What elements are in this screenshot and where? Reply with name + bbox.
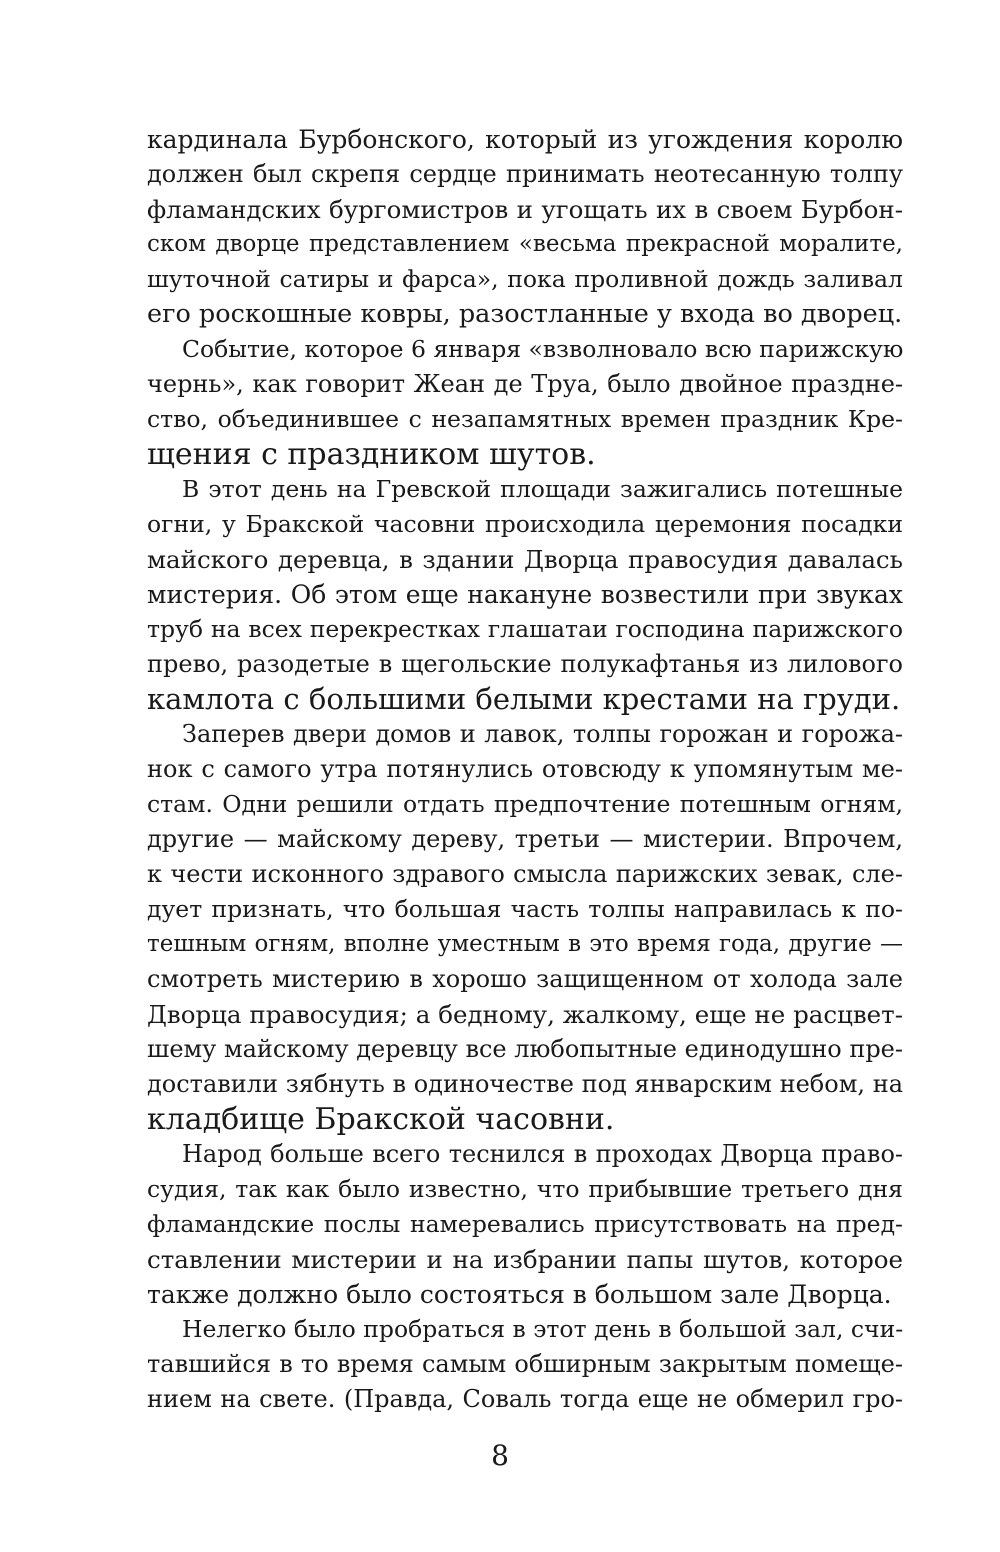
text-line: камлота с большими белыми крестами на груди. [147, 682, 901, 716]
page-number: 8 [491, 1439, 509, 1472]
text-line: шуточной сатиры и фарса», пока проливной дождь заливал [147, 265, 903, 293]
text-line: мистерия. Об этом еще накануне возвестили при звуках [147, 580, 903, 609]
text-line: нием на свете. (Правда, Соваль тогда еще не обмерил гро- [147, 1385, 903, 1413]
text-line: огни, у Бракской часовни происходила церемония посадки [147, 510, 903, 538]
text-line: тешным огням, вполне уместным в это время года, другие — [147, 931, 903, 957]
text-line: чернь», как говорит Жеан де Труа, было двойное праздне- [147, 370, 903, 398]
text-line: дует признать, что большая часть толпы направилась к по- [147, 895, 903, 923]
text-line: должен был скрепя сердце принимать неотесанную толпу [147, 160, 903, 188]
text-line: В этот день на Гревской площади зажигались потешные [182, 475, 903, 503]
text-line: фламандских бургомистров и угощать их в своем Бурбон- [147, 195, 903, 224]
text-line: ставлении мистерии и на избрании папы шутов, которое [147, 1245, 903, 1274]
text-line: судия, так как было известно, что прибывшие третьего дня [147, 1175, 903, 1203]
text-line: смотреть мистерию в хорошо защищенном от холода зале [147, 965, 903, 993]
text-line: тавшийся в то время самым обширным закрытым помеще- [147, 1350, 903, 1378]
text-line: к чести исконного здравого смысла парижских зевак, сле- [147, 860, 903, 888]
text-line: щения с праздником шутов. [147, 437, 596, 472]
text-line: прево, разодетые в щегольские полукафтанья из лилового [147, 650, 903, 678]
text-line: кардинала Бурбонского, который из угождения королю [147, 125, 903, 154]
text-line: Народ больше всего теснился в проходах Дворца право- [182, 1140, 903, 1168]
text-line: другие — майскому дереву, третьи — мистерии. Впрочем, [147, 825, 903, 853]
text-line: Дворца правосудия; а бедному, жалкому, еще не расцвет- [147, 1000, 903, 1029]
text-line: майского деревца, в здании Дворца правосудия давалась [147, 545, 903, 574]
text-line: стам. Одни решили отдать предпочтение потешным огням, [147, 790, 903, 818]
text-line: также должно было состояться в большом зале Дворца. [147, 1280, 892, 1309]
text-line: шему майскому деревцу все любопытные единодушно пре- [147, 1035, 903, 1063]
text-line: Событие, которое 6 января «взволновало всю парижскую [182, 335, 903, 363]
text-line: его роскошные ковры, разостланные у входа во дворец. [147, 299, 903, 329]
text-line: ство, объединившее с незапамятных времен праздник Кре- [147, 405, 903, 433]
text-line: кладбище Бракской часовни. [147, 1102, 615, 1137]
text-line: труб на всех перекрестках глашатаи господина парижского [147, 615, 903, 643]
text-line: фламандские послы намеревались присутствовать на пред- [147, 1210, 903, 1238]
text-line: Нелегко было пробраться в этот день в большой зал, счи- [182, 1315, 903, 1343]
text-line: доставили зябнуть в одиночестве под январским небом, на [147, 1070, 903, 1098]
text-line: нок с самого утра потянулись отовсюду к упомянутым ме- [147, 755, 903, 783]
text-line: ском дворце представлением «весьма прекрасной моралите, [147, 231, 903, 257]
text-line: Заперев двери домов и лавок, толпы горожан и горожа- [182, 720, 903, 748]
